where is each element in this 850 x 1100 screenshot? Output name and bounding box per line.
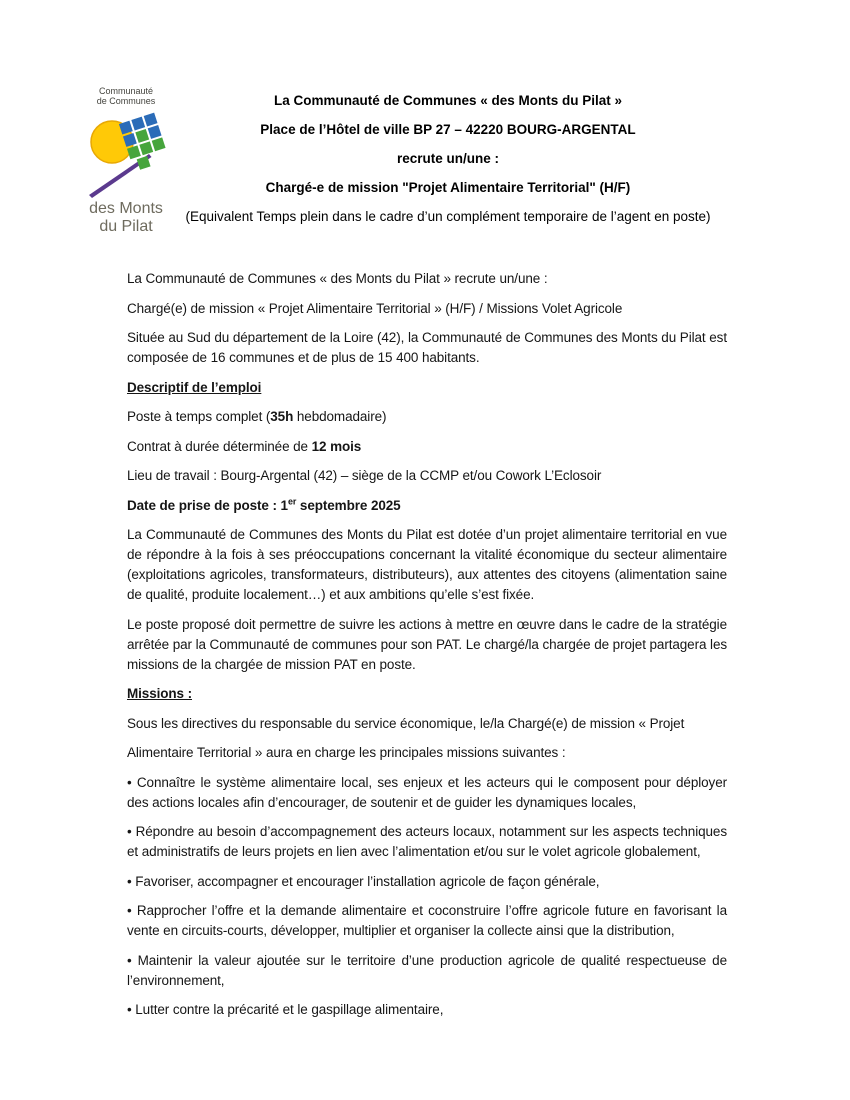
workplace-line [127, 466, 727, 486]
text-run: Chargé(e) de mission « Projet Alimentaire Territorial » (H/F) / Missions Volet Agricole [127, 300, 623, 316]
logo-org-name [84, 86, 168, 106]
logo-territory-line2: du Pilat [99, 218, 153, 235]
text-run: Alimentaire Territorial » aura en charge les principales missions suivantes : [127, 745, 566, 760]
text-run: Le poste proposé doit permettre de suivre les actions à mettre en œuvre dans le cadre de la stratégie arrêtée par la Communauté de communes pour son PAT. Le chargé/la chargée de projet partagera les missions de la chargée de mission PAT en poste. [127, 616, 727, 672]
missions-heading [127, 684, 727, 704]
letterhead-line: La Communauté de Communes « des Monts du Pilat » [273, 93, 623, 108]
text-run: • Favoriser, accompagner et encourager l’installation agricole de façon générale, [127, 873, 600, 889]
mission-bullet-5 [127, 951, 727, 991]
logo-territory-name [84, 200, 168, 236]
text-run: • Répondre au besoin d’accompagnement des acteurs locaux, notamment sur les aspects techniques et administratifs de leurs projets en lien avec l’alimentation et/ou sur le volet agricole globalement, [127, 824, 727, 859]
territory-description [127, 328, 727, 368]
letterhead-line: recrute un/une : [396, 151, 499, 166]
text-run: La Communauté de Communes « des Monts du Pilat » recrute un/une : [127, 271, 548, 286]
letterhead-line: (Equivalent Temps plein dans le cadre d’un complément temporaire de l’agent en poste) [185, 209, 711, 224]
working-time-line [127, 407, 727, 427]
text-run: • Lutter contre la précarité et le gaspillage alimentaire, [127, 1002, 444, 1017]
position-purpose-paragraph [127, 615, 727, 675]
logo-org-name-line1: Communauté [98, 86, 154, 96]
mission-bullet-4 [127, 901, 727, 941]
mission-bullet-6 [127, 1000, 727, 1020]
monts-du-pilat-logo-icon [87, 109, 165, 199]
letterhead-line: Chargé-e de mission "Projet Alimentaire Territorial" (H/F) [265, 180, 631, 195]
intro-line [127, 269, 727, 289]
text-run: • Rapprocher l’offre et la demande alimentaire et coconstruire l’offre agricole future en favorisant la vente en circuits-courts, développer, multiplier et organiser la collecte ainsi que la distribution, [127, 903, 727, 938]
text-run: hebdomadaire) [293, 409, 387, 424]
organization-logo [84, 86, 168, 236]
text-run: Contrat à durée déterminée de [127, 438, 312, 454]
context-paragraph [127, 525, 727, 605]
text-run: Située au Sud du département de la Loire (42), la Communauté de Communes des Monts du Pilat est composée de 16 communes et de plus de 15 400 habitants. [127, 330, 727, 365]
text-run: septembre 2025 [296, 497, 401, 513]
letterhead-line: Place de l’Hôtel de ville BP 27 – 42220 BOURG-ARGENTAL [260, 122, 636, 137]
mission-bullet-2 [127, 822, 727, 862]
missions-intro-line1 [127, 714, 727, 734]
job-title-line [127, 299, 727, 319]
logo-tiles [119, 113, 170, 172]
text-run: er [287, 496, 297, 506]
text-run: La Communauté de Communes des Monts du Pilat est dotée d’un projet alimentaire territorial en vue de répondre à la fois à ses préoccupations concernant la vitalité économique du secteur alimentaire (exploitations agricoles, transformateurs, distributeurs), aux attentes des citoyens (alimentation saine de qualité, produite localement…) et aux ambitions qu’elle s’est fixée. [127, 527, 727, 602]
document-body [127, 269, 727, 1030]
text-run: Sous les directives du responsable du service économique, le/la Chargé(e) de mission « Projet [127, 715, 685, 731]
start-date-line [127, 496, 727, 516]
letterhead [168, 93, 728, 238]
text-run: Date de prise de poste : 1 [127, 497, 288, 513]
missions-intro-line2 [127, 743, 727, 763]
text-run: 12 mois [311, 438, 362, 454]
text-run: Missions : [127, 686, 193, 701]
contract-line [127, 437, 727, 457]
text-run: Poste à temps complet ( [127, 409, 271, 424]
logo-territory-line1: des Monts [89, 200, 163, 217]
descriptif-heading [127, 378, 727, 398]
text-run: Descriptif de l’emploi [127, 379, 262, 395]
text-run: • Connaître le système alimentaire local, ses enjeux et les acteurs qui le composent pour déployer des actions locales afin d’encourager, de soutenir et de guider les dynamiques locales, [127, 774, 727, 810]
mission-bullet-3 [127, 872, 727, 892]
text-run: 35h [270, 409, 294, 424]
text-run: Lieu de travail : Bourg-Argental (42) – siège de la CCMP et/ou Cowork L’Eclosoir [127, 468, 602, 483]
logo-org-name-line2: de Communes [96, 96, 156, 106]
text-run: • Maintenir la valeur ajoutée sur le territoire d’une production agricole de qualité respectueuse de l’environnement, [127, 952, 727, 988]
mission-bullet-1 [127, 773, 727, 813]
